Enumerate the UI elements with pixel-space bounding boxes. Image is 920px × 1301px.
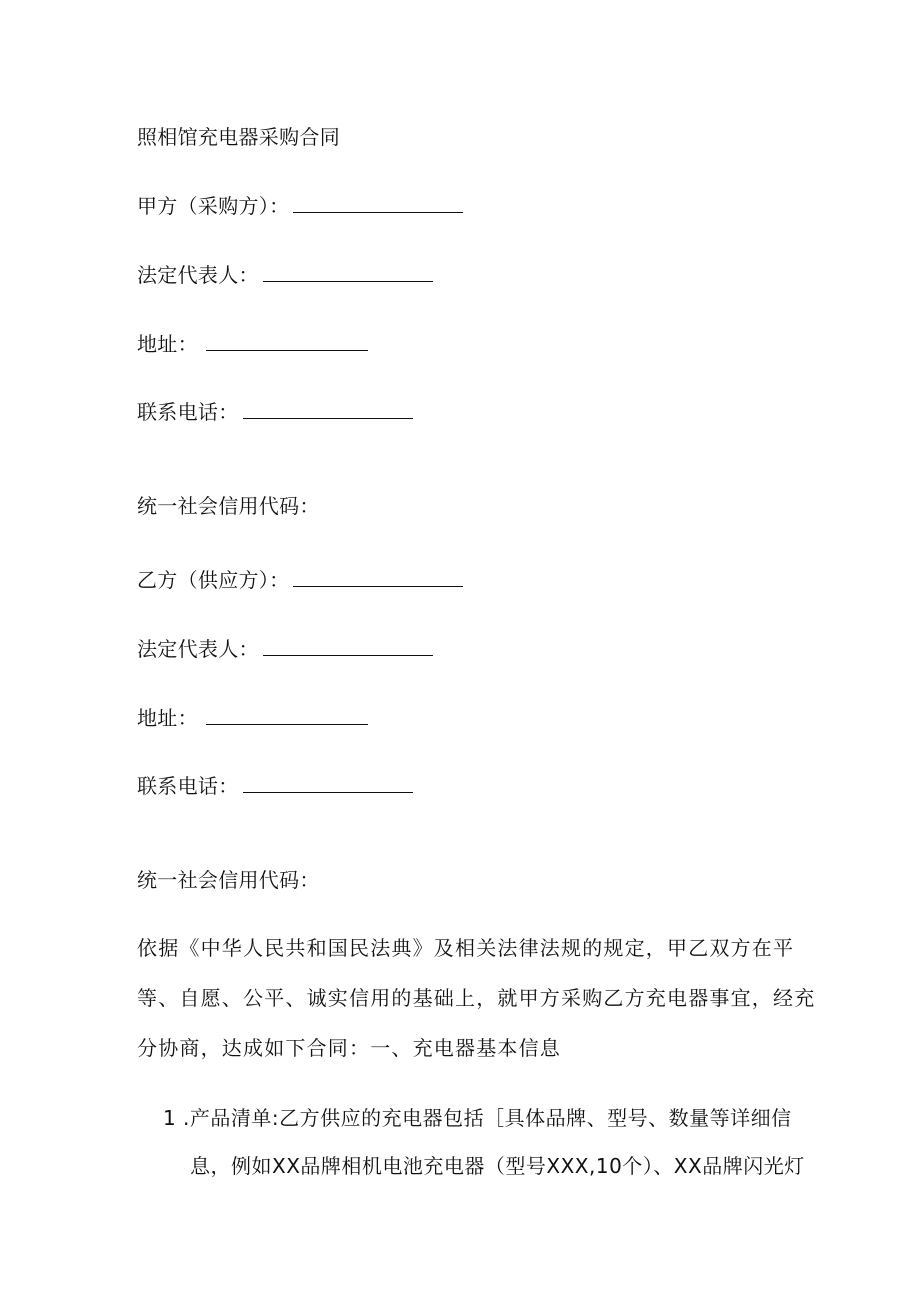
party-a-phone-blank[interactable] — [243, 400, 413, 419]
party-a-address-blank[interactable] — [206, 332, 368, 351]
party-b-address-row — [137, 704, 368, 732]
party-a-name-label: 甲方（采购方）： — [137, 194, 290, 218]
party-b-rep-label: 法定代表人： — [137, 637, 259, 661]
item-1-line-1: .产品清单:乙方供应的充电器包括［具体品牌、型号、数量等详细信 — [183, 1106, 792, 1130]
party-b-address-label: 地址： — [137, 706, 198, 730]
party-a-credit-label: 统一社会信用代码： — [137, 494, 320, 518]
contract-title: 照相馆充电器采购合同 — [137, 125, 340, 149]
party-b-name-row — [137, 566, 463, 594]
party-b-rep-blank[interactable] — [263, 637, 433, 656]
preamble-line-1: 依据《中华人民共和国民法典》及相关法律法规的规定，甲乙双方在平 — [137, 936, 795, 960]
party-b-rep-row — [137, 635, 433, 663]
preamble-line-2: 等、自愿、公平、诚实信用的基础上，就甲方采购乙方充电器事宜，经充 — [137, 986, 816, 1010]
party-a-name-row — [137, 192, 463, 220]
party-a-rep-row — [137, 261, 433, 289]
party-b-phone-row — [137, 772, 413, 800]
party-a-phone-row — [137, 398, 413, 426]
party-a-rep-label: 法定代表人： — [137, 263, 259, 287]
item-1-line-2: 息，例如XX品牌相机电池充电器（型号XXX,10个）、XX品牌闪光灯 — [190, 1154, 805, 1178]
preamble-line-3: 分协商，达成如下合同：一、充电器基本信息 — [137, 1036, 561, 1060]
party-a-rep-blank[interactable] — [263, 263, 433, 282]
party-b-name-blank[interactable] — [293, 568, 463, 587]
party-b-phone-label: 联系电话： — [137, 774, 239, 798]
party-b-credit-label: 统一社会信用代码： — [137, 868, 320, 892]
party-b-address-blank[interactable] — [206, 706, 368, 725]
party-b-phone-blank[interactable] — [243, 774, 413, 793]
party-a-address-label: 地址： — [137, 332, 198, 356]
item-1-number: 1 — [163, 1106, 176, 1130]
party-a-address-row — [137, 330, 368, 358]
party-a-name-blank[interactable] — [293, 194, 463, 213]
party-b-name-label: 乙方（供应方）： — [137, 568, 290, 592]
party-a-phone-label: 联系电话： — [137, 400, 239, 424]
